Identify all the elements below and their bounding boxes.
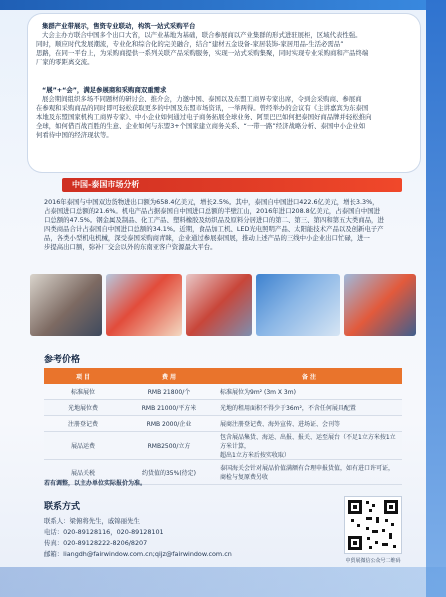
top-decor-bar xyxy=(0,0,446,10)
analysis-para-1: 2016年泰国与中国双边货物进出口额为658.4亿美元，增长2.5%。其中，泰国自中国进口422.6亿美元，增长3.3%， xyxy=(44,198,379,206)
col-header-item: 项 目 xyxy=(44,368,122,384)
section-title: 中国-泰国市场分析 xyxy=(72,180,140,189)
intro-para-1b: 同时，顺应时代发展潮流，专业化和综合化的完美融合，结合“建材五金设备-家居装饰-家居用品-生活必需品” xyxy=(36,40,344,48)
analysis-para-2: 占泰国进口总额的21.6%。机电产品占据泰国自中国进口总额的半壁江山，2016年进口208.8亿美元，占泰国自中国进 xyxy=(44,207,381,215)
table-row xyxy=(44,416,402,432)
intro-para-2a: 展会期间组织多场不同题材的研讨会、推介会，力邀中国、泰国以及东盟工商界专家出席，令到会采购商、参展商 xyxy=(42,95,362,103)
exhibition-photo xyxy=(344,274,416,336)
contact-person: 联系人：梁俯将先生，戚锦丽先生 xyxy=(44,517,140,525)
cell-item: 展品关税 xyxy=(44,460,122,485)
cell-fee: RMB 2000/企业 xyxy=(122,416,216,432)
contact-email[interactable]: 邮箱：liangdh@fairwindow.com.cn;qijz@fairwindow.com.cn xyxy=(44,550,232,558)
bottom-decor-band xyxy=(0,567,446,597)
price-section-title: 参考价格 xyxy=(44,355,81,365)
cell-item: 标准展位 xyxy=(44,384,122,400)
table-row xyxy=(44,432,402,460)
intro-heading-1: 集群产业带展示，售资专业联动，构筑一站式采购平台 xyxy=(42,22,196,30)
cell-item: 注册登记费 xyxy=(44,416,122,432)
cell-note-line: 泰国海关会针对展品价值满额有合理申报货值，如有进口许可证， xyxy=(220,465,395,472)
cell-fee: RMB2500/立方 xyxy=(122,432,216,460)
analysis-para-6: 步提高出口额，弥补厂交会以外的东南亚客户资源最大平台。 xyxy=(44,243,217,251)
table-row xyxy=(44,384,402,400)
exhibition-photo xyxy=(186,274,252,336)
cell-item: 光地展位费 xyxy=(44,400,122,416)
exhibition-photo xyxy=(106,274,182,336)
contact-fax: 传真：020-89128222-8206/8207 xyxy=(44,539,148,547)
cell-note: 标准展位为9m² (3m X 3m) xyxy=(216,384,402,400)
intro-para-1d: 厂家的零距离交流。 xyxy=(36,58,94,66)
cell-note xyxy=(216,460,402,485)
contact-phone: 电话：020-89128116，020-89128101 xyxy=(44,528,164,536)
intro-card xyxy=(28,14,420,172)
cell-note-line: 超出1立方米后按实收取） xyxy=(220,452,290,459)
intro-para-2d: 全球，如何借百战百胜的生意、企业如何与东盟3+个国家建立商务关系、“一带一路”经济战略分析、泰国中小企业如 xyxy=(36,122,366,130)
intro-para-2c: 本地及东盟国家机构工商界专家》、中小企业如何通过电子商务拓展全球业务、阿里巴巴如何把泰国好商品牌并轻松推向 xyxy=(36,113,372,121)
price-table xyxy=(44,368,402,485)
price-footnote: 若有调整，以主办单位实际报价为准。 xyxy=(44,480,147,487)
cell-note xyxy=(216,432,402,460)
qr-caption: 中贸展微信公众号二维码 xyxy=(345,558,401,564)
side-decor-band xyxy=(426,0,446,597)
cell-note-line: 商检与复原费另收 xyxy=(220,474,269,481)
analysis-para-3: 口总额的47.5%。钢金属及制品、化工产品、塑料橡胶及纺织品及原料分居进口的第二、第三、第四和第五大类商品，进 xyxy=(44,216,384,224)
exhibition-photo-strip xyxy=(30,274,416,336)
cell-fee: RMB 21000/平方米 xyxy=(122,400,216,416)
cell-note-line: 包含展品集货、海运、出报、报关、运至展台（不足1立方米按1立方米计算， xyxy=(220,434,396,450)
intro-para-1c: 思路，在同一平台上，为采购商提供一系列关联产品采购服务，实现一站式采购集聚，同时实现专业采购商和产品终端 xyxy=(36,49,369,57)
cell-fee: 约货值的35%(待定) xyxy=(122,460,216,485)
intro-para-2e: 何看待中国的经济现状等。 xyxy=(36,131,113,139)
col-header-note: 备 注 xyxy=(216,368,402,384)
contact-title: 联系方式 xyxy=(44,502,81,512)
table-row xyxy=(44,400,402,416)
cell-fee: RMB 21800/个 xyxy=(122,384,216,400)
cell-item: 展品运费 xyxy=(44,432,122,460)
intro-para-1a: 大会主办方联合中国多个出口大省，以产业基地为基础，联合参展商以产业集群的形式进驻展柜，区域代表性强。 xyxy=(42,31,362,39)
cell-note: 光地的租用面积不得少于36m²，不含任何展具配置 xyxy=(216,400,402,416)
intro-para-2b: 在参观和采购商品的同时即可轻松获取更多的中国及东盟市场资讯，一举两得。曾经举办的会议有《主讲嘉宾为东泰国 xyxy=(36,104,369,112)
intro-heading-2: “展”+“会”，满足参展商和采购商双重需求 xyxy=(42,86,167,94)
exhibition-photo xyxy=(256,274,340,336)
analysis-para-4: 四类商品合计占泰国自中国进口总额的34.1%。近期，食品加工机、LED光电照明产品、太阳能技术产品以及创新电子产 xyxy=(44,225,384,233)
qr-code xyxy=(344,496,402,554)
col-header-fee: 费 用 xyxy=(122,368,216,384)
exhibition-photo xyxy=(30,274,102,336)
analysis-para-5: 品，各类小型机电机械，深受泰国采购商青睐，企业通过参展泰国展，推动上述产品的三线中小企业出口忙碌，进一 xyxy=(44,234,370,242)
cell-note: 展商注册登记费、海外宣传、进场证、会刊等 xyxy=(216,416,402,432)
